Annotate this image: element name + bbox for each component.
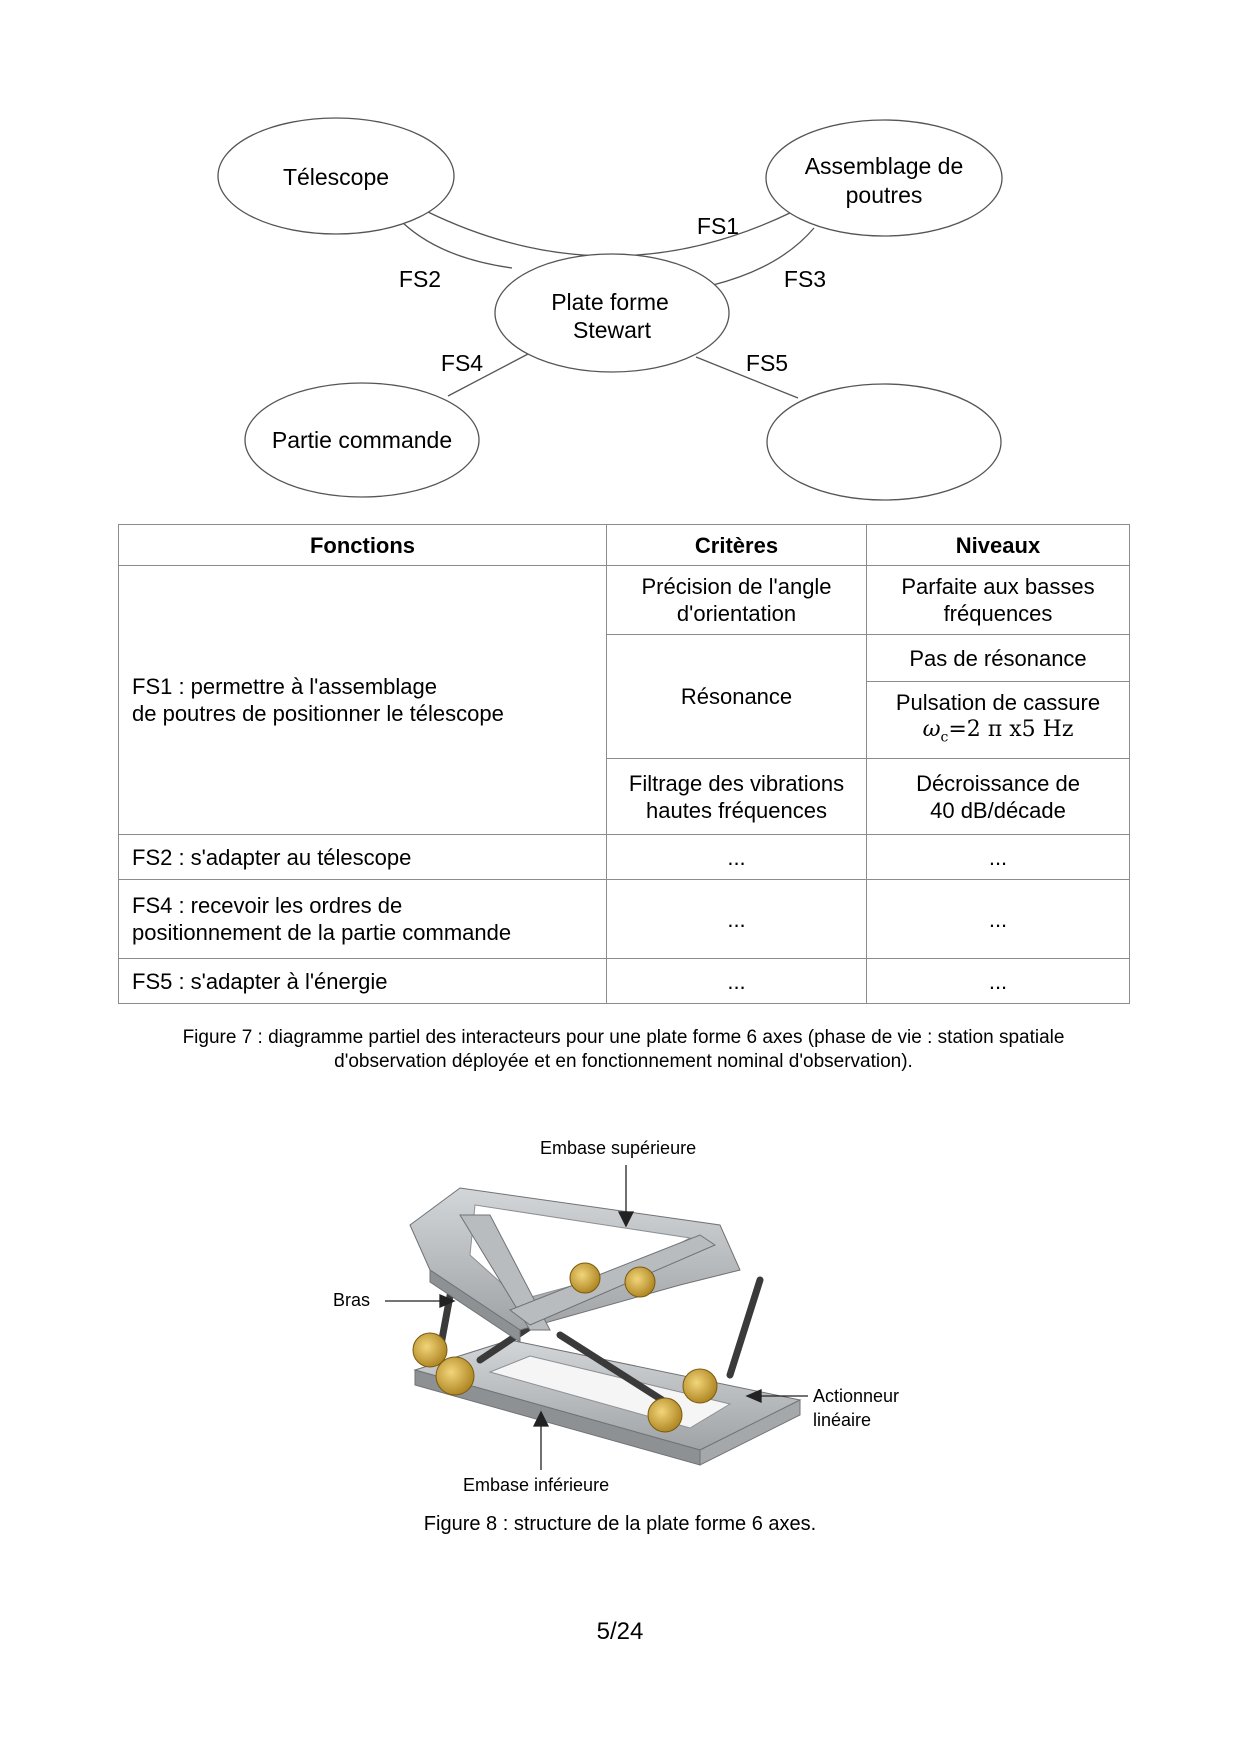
plateforme-label-line2: Stewart [573, 317, 651, 343]
top-base [410, 1188, 740, 1342]
plateforme-label-line1: Plate forme [551, 289, 669, 315]
row-critere: ... [607, 835, 867, 880]
row-critere: ... [607, 959, 867, 1004]
criterion-precision: Précision de l'angle d'orientation [607, 566, 867, 635]
platform-illustration [400, 1160, 820, 1480]
criterion-resonance: Résonance [607, 635, 867, 759]
embase-inferieure-label: Embase inférieure [463, 1475, 610, 1495]
specification-table [118, 524, 1130, 1004]
row-niveau: ... [867, 835, 1130, 880]
pulsation-formula [875, 716, 1121, 751]
fs4-label: FS4 [440, 350, 484, 376]
figure7-caption: Figure 7 : diagramme partiel des interacteurs pour une plate forme 6 axes (phase de vie : station spatiale d'observation déployée et en fonctionnement nominal d'observation). [182, 1027, 1065, 1072]
figure8-caption: Figure 8 : structure de la plate forme 6 axes. [423, 1513, 817, 1535]
level-filtrage: Décroissance de 40 dB/décade [867, 759, 1130, 835]
commande-label: Partie commande [271, 427, 453, 453]
embase-superieure-label: Embase supérieure [540, 1138, 697, 1158]
page-number: 5/24 [596, 1618, 644, 1645]
level-pulsation [867, 682, 1130, 759]
fs1-label: FS1 [696, 213, 740, 239]
header-niveaux: Niveaux [867, 525, 1130, 566]
fs3-label: FS3 [783, 266, 827, 292]
fs2-label: FS2 [398, 266, 442, 292]
fs2-link [402, 222, 512, 268]
row-niveau: ... [867, 880, 1130, 959]
assemblage-label-line2: poutres [845, 182, 923, 208]
empty-ellipse [767, 384, 1001, 500]
formula-subscript: c [940, 729, 949, 746]
level-precision: Parfaite aux basses fréquences [867, 566, 1130, 635]
table-row [119, 959, 1130, 1004]
assemblage-label-line1: Assemblage de [804, 153, 964, 179]
formula-rest: =2 π x5 Hz [948, 716, 1074, 742]
level-no-resonance: Pas de résonance [867, 635, 1130, 682]
pulsation-label: Pulsation de cassure [895, 689, 1101, 715]
fs1-function-cell: FS1 : permettre à l'assemblage de poutres de positionner le télescope [119, 566, 607, 835]
criterion-filtrage: Filtrage des vibrations hautes fréquences [607, 759, 867, 835]
row-fonction: FS2 : s'adapter au télescope [119, 835, 607, 880]
table-row [119, 880, 1130, 959]
table-row [119, 835, 1130, 880]
row-fonction: FS5 : s'adapter à l'énergie [119, 959, 607, 1004]
formula-omega: ω [922, 716, 941, 742]
row-niveau: ... [867, 959, 1130, 1004]
header-fonctions: Fonctions [119, 525, 607, 566]
actionneur-label: Actionneur linéaire [813, 1386, 900, 1430]
row-fonction: FS4 : recevoir les ordres de positionnement de la partie commande [119, 880, 607, 959]
bottom-base [415, 1340, 800, 1465]
header-criteres: Critères [607, 525, 867, 566]
interactor-diagram [0, 0, 1240, 510]
telescope-label: Télescope [282, 164, 390, 190]
fs5-label: FS5 [745, 350, 789, 376]
bras-label: Bras [333, 1290, 371, 1310]
row-critere: ... [607, 880, 867, 959]
